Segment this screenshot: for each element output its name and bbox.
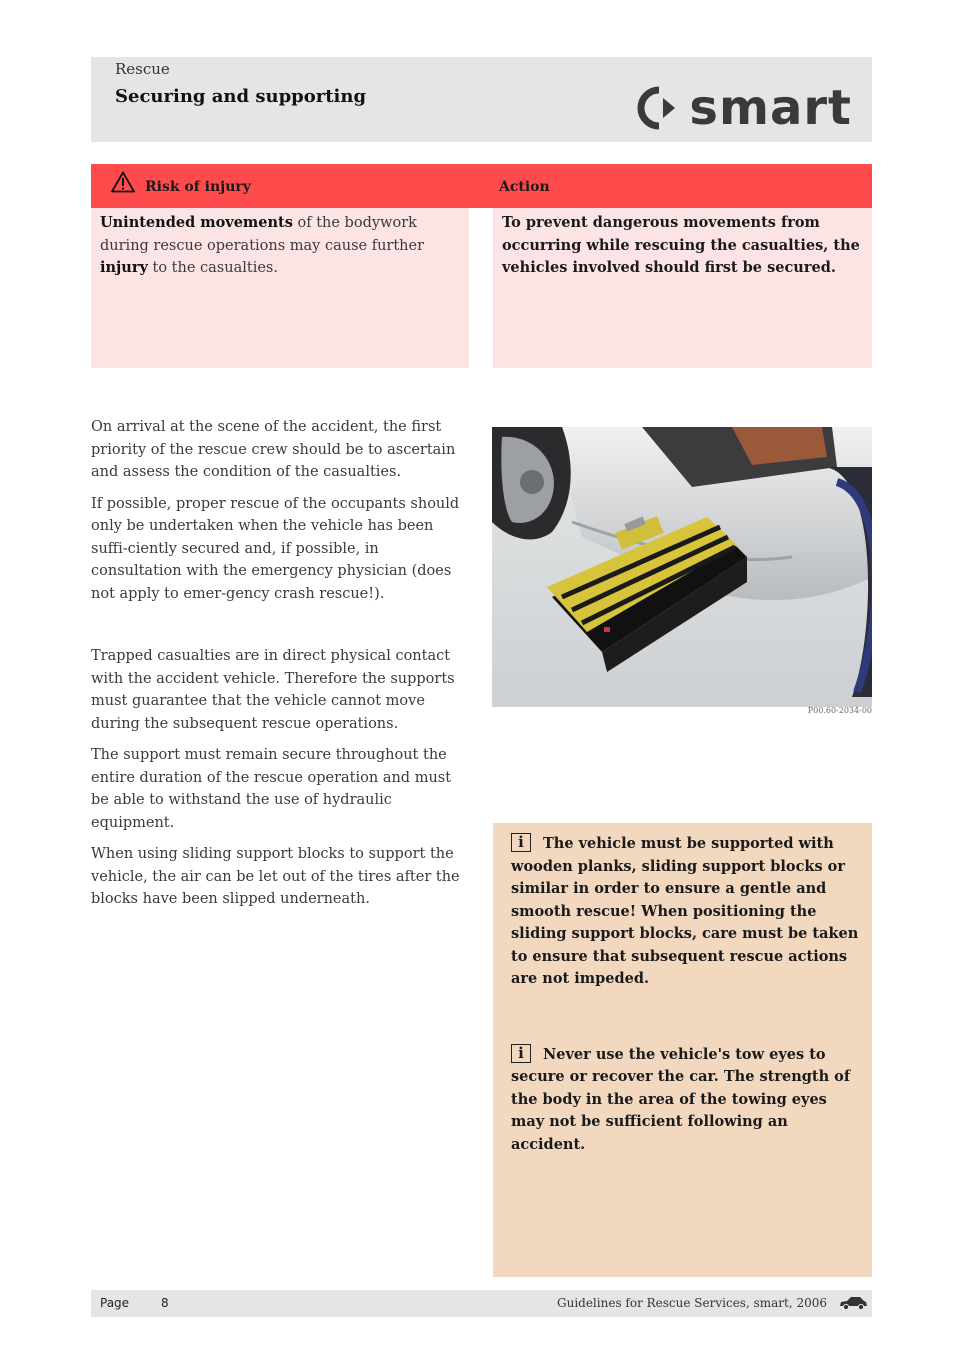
page-label: Page (100, 1296, 130, 1310)
paragraph: If possible, proper rescue of the occupants should only be undertaken when the vehicle has been suffi-ciently secured and, if possible, in consultation with the emergency physician (does not apply to emer-gency crash rescue!). (91, 495, 460, 602)
risk-description (91, 208, 469, 368)
risk-text-2: to the casualties. (147, 260, 278, 276)
warning-header (91, 164, 872, 208)
info-icon: i (511, 833, 531, 852)
paragraph: On arrival at the scene of the accident, the first priority of the rescue crew should be to ascertain and assess the condition of the casualties. (91, 419, 456, 480)
warning-triangle-icon (111, 171, 135, 193)
body-text-upper (91, 416, 473, 614)
info-box (493, 823, 872, 1277)
page-number: 8 (161, 1296, 169, 1310)
page-footer (91, 1290, 872, 1317)
body-text-lower (91, 645, 473, 920)
info-note-text: The vehicle must be supported with wooden planks, sliding support blocks or similar in order to ensure a gentle and smooth rescue! When positioning the sliding support blocks, care must be taken to ensure that subsequent rescue actions are not impeded. (511, 835, 859, 987)
smart-logo-icon (637, 86, 681, 130)
car-icon (838, 1296, 868, 1310)
risk-bold-movements: Unintended movements (100, 214, 293, 231)
info-note (511, 1044, 860, 1157)
section-label: Rescue (115, 60, 170, 78)
support-block-photo (492, 427, 872, 707)
photo-illustration (492, 427, 872, 707)
smart-logo (637, 80, 852, 136)
action-heading: Action (499, 179, 550, 195)
page-title: Securing and supporting (115, 86, 367, 107)
info-note-text: Never use the vehicle's tow eyes to secure or recover the car. The strength of the body in the area of the towing eyes may not be sufficient following an accident. (511, 1045, 851, 1153)
guide-title: Guidelines for Rescue Services, smart, 2006 (557, 1296, 827, 1310)
paragraph: The support must remain secure throughout the entire duration of the rescue operation and must be able to withstand the use of hydraulic equipment. (91, 747, 452, 831)
logo-text: smart (689, 80, 852, 136)
risk-bold-injury: injury (100, 259, 148, 276)
action-description: To prevent dangerous movements from occurring while rescuing the casualties, the vehicles involved should first be secured. (493, 208, 872, 368)
paragraph: Trapped casualties are in direct physical contact with the accident vehicle. Therefore the supports must guarantee that the vehicle cannot move during the subsequent rescue operations. (91, 648, 455, 732)
page-header (91, 57, 872, 142)
risk-text-1: of the bodywork during rescue operations may cause further (100, 215, 425, 254)
paragraph: When using sliding support blocks to support the vehicle, the air can be let out of the tires after the blocks have been slipped underneath. (91, 846, 460, 907)
info-icon: i (511, 1044, 531, 1063)
photo-reference-code: P00.60-2034-00 (807, 706, 872, 715)
info-note (511, 833, 860, 991)
risk-heading: Risk of injury (145, 179, 251, 195)
